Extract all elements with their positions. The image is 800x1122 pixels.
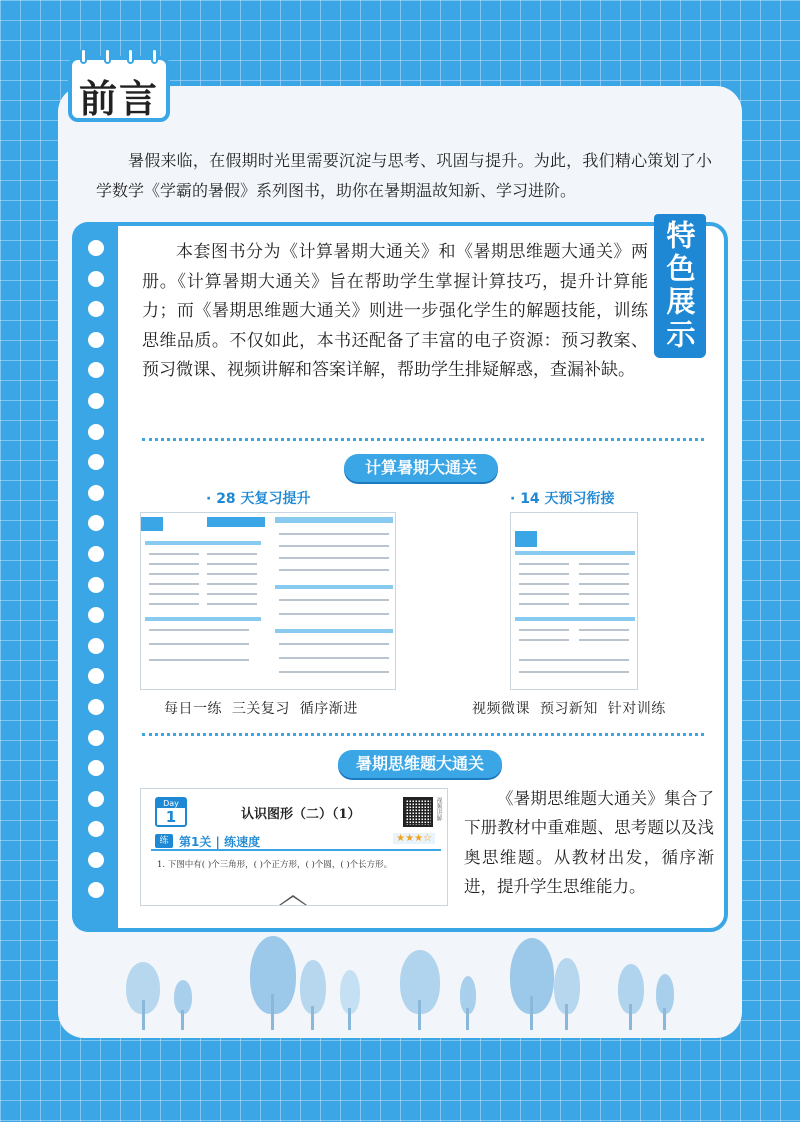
day-number: 1 <box>165 808 177 826</box>
sample-question: 1. 下图中有( )个三角形，( )个正方形，( )个圆，( )个长方形。 <box>157 860 393 870</box>
binder-ring-icon <box>88 393 104 409</box>
binder-ring-icon <box>88 271 104 287</box>
think-sample-page <box>140 788 448 906</box>
lesson-title: 认识图形（二）（1） <box>241 807 361 822</box>
think-description: 《暑期思维题大通关》集合了下册教材中重难题、思考题以及浅奥思维题。从教材出发，循序渐进，提升学生思维能力。 <box>464 789 714 897</box>
binder-ring-icon <box>88 301 104 317</box>
qr-code-icon <box>403 797 433 827</box>
binder-ring-icon <box>88 485 104 501</box>
binder-ring-icon <box>88 882 104 898</box>
binder-ring-icon <box>88 424 104 440</box>
think-section-label: 暑期思维题大通关 <box>338 750 502 778</box>
dotted-divider <box>142 733 704 736</box>
binder-ring-icon <box>88 332 104 348</box>
binder-ring-icon <box>88 546 104 562</box>
feature-tag <box>654 214 706 358</box>
level-label: 第1关 | 练速度 <box>179 835 261 849</box>
level-icon: 练 <box>155 834 173 848</box>
binder-ring-icon <box>88 821 104 837</box>
feature-tag-label: 特色展示 <box>662 220 697 352</box>
binder-ring-icon <box>88 577 104 593</box>
binder-ring-icon <box>88 730 104 746</box>
binder-ring-icon <box>88 668 104 684</box>
day-label: Day <box>157 799 185 808</box>
binder-ring-icon <box>88 362 104 378</box>
calc-left-subhead: · 28 天复习提升 <box>206 491 311 507</box>
binder-ring-icon <box>88 240 104 256</box>
binder-ring-icon <box>88 852 104 868</box>
binder-ring-icon <box>88 760 104 776</box>
tab-binder-holes <box>80 48 158 64</box>
binder-ring-icon <box>88 454 104 470</box>
tree-decoration-icon <box>100 930 700 1030</box>
calc-preview-thumbnail <box>510 512 638 690</box>
binder-ring-icon <box>151 48 158 64</box>
intro-paragraph: 暑假来临，在假期时光里需要沉淀与思考、巩固与提升。为此，我们精心策划了小学数学《学霸的暑假》系列图书，助你在暑期温故知新、学习进阶。 <box>96 151 712 200</box>
binder-ring-icon <box>88 607 104 623</box>
triangle-figure-icon <box>279 895 307 905</box>
qr-note: 视频讲解 <box>435 797 442 821</box>
day-badge <box>155 797 187 827</box>
series-description: 本套图书分为《计算暑期大通关》和《暑期思维题大通关》两册。《计算暑期大通关》旨在帮助学生掌握计算技巧，提升计算能力；而《暑期思维题大通关》则进一步强化学生的解题技能，训练思维品质。不仅如此，本书还配备了丰富的电子资源：预习教案、预习微课、视频讲解和答案详解，帮助学生排疑解惑，查漏补缺。 <box>142 242 648 381</box>
binder-ring-icon <box>104 48 111 64</box>
dotted-divider <box>142 438 704 441</box>
calc-right-caption: 视频微课 预习新知 针对训练 <box>472 701 666 717</box>
preface-title-tab <box>68 56 170 122</box>
calc-left-caption: 每日一练 三关复习 循序渐进 <box>164 701 358 717</box>
binder-ring-icon <box>88 791 104 807</box>
binder-ring-icon <box>88 515 104 531</box>
binder-ring-icon <box>80 48 87 64</box>
level-bar <box>151 833 441 851</box>
binder-ring-icon <box>127 48 134 64</box>
difficulty-stars: ★★★☆ <box>393 833 435 844</box>
calc-section-label: 计算暑期大通关 <box>344 454 498 482</box>
binder-rings <box>88 240 104 913</box>
calc-review-thumbnail <box>140 512 396 690</box>
calc-right-subhead: · 14 天预习衔接 <box>510 491 615 507</box>
page-title: 前言 <box>78 77 159 121</box>
binder-ring-icon <box>88 638 104 654</box>
binder-ring-icon <box>88 699 104 715</box>
